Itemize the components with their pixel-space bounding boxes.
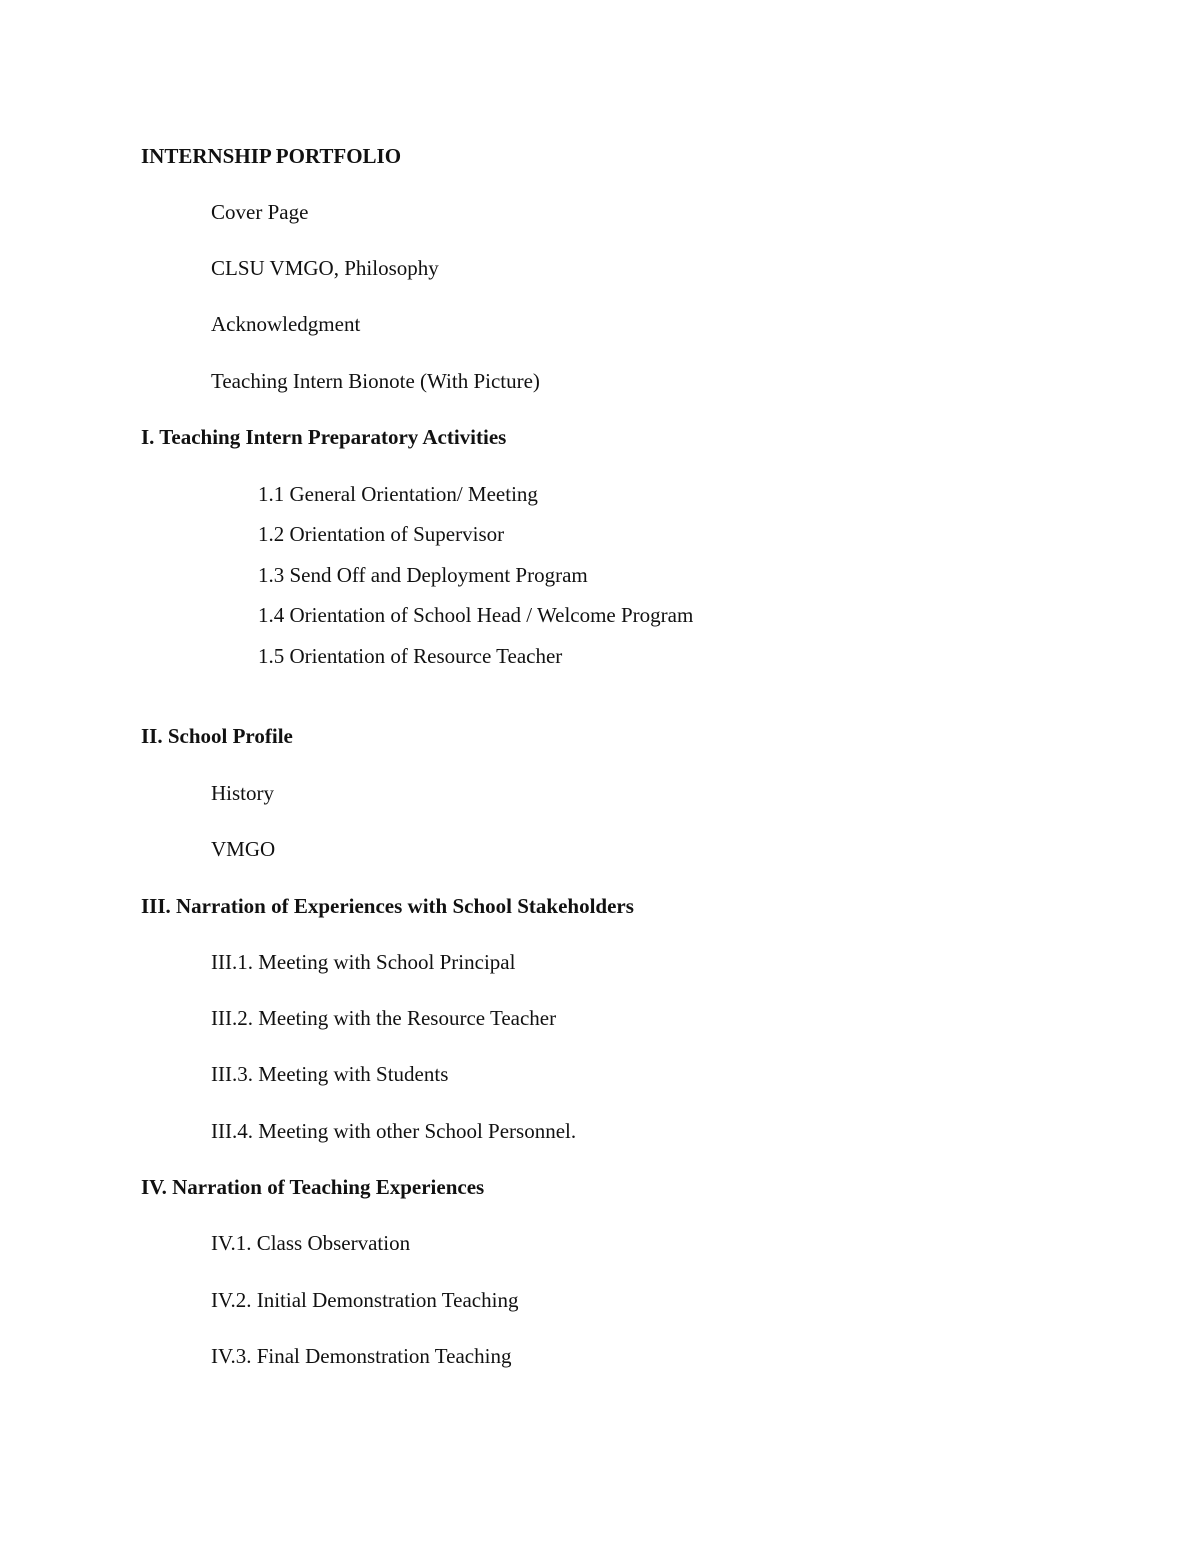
section-heading-1: I. Teaching Intern Preparatory Activities bbox=[141, 425, 507, 449]
section-item: 1.5 Orientation of Resource Teacher bbox=[258, 644, 563, 668]
section-item: III.2. Meeting with the Resource Teacher bbox=[211, 1006, 557, 1030]
section-item: IV.3. Final Demonstration Teaching bbox=[211, 1344, 512, 1368]
section-item: History bbox=[211, 781, 274, 805]
document-title: INTERNSHIP PORTFOLIO bbox=[141, 144, 402, 168]
section-item: 1.3 Send Off and Deployment Program bbox=[258, 563, 588, 587]
section-item: IV.1. Class Observation bbox=[211, 1231, 411, 1255]
section-item: III.4. Meeting with other School Personnel. bbox=[211, 1119, 577, 1143]
front-matter-item: Acknowledgment bbox=[211, 312, 361, 336]
section-item: III.3. Meeting with Students bbox=[211, 1062, 449, 1086]
section-item: IV.2. Initial Demonstration Teaching bbox=[211, 1288, 519, 1312]
front-matter-item: Teaching Intern Bionote (With Picture) bbox=[211, 369, 540, 393]
front-matter-item: CLSU VMGO, Philosophy bbox=[211, 256, 439, 280]
section-heading-4: IV. Narration of Teaching Experiences bbox=[141, 1175, 485, 1199]
section-item: 1.4 Orientation of School Head / Welcome Program bbox=[258, 603, 694, 627]
front-matter-item: Cover Page bbox=[211, 200, 309, 224]
section-item: 1.1 General Orientation/ Meeting bbox=[258, 482, 538, 506]
section-item: VMGO bbox=[211, 837, 276, 861]
section-heading-2: II. School Profile bbox=[141, 724, 293, 748]
section-item: 1.2 Orientation of Supervisor bbox=[258, 522, 505, 546]
section-heading-3: III. Narration of Experiences with School Stakeholders bbox=[141, 894, 634, 918]
section-item: III.1. Meeting with School Principal bbox=[211, 950, 516, 974]
